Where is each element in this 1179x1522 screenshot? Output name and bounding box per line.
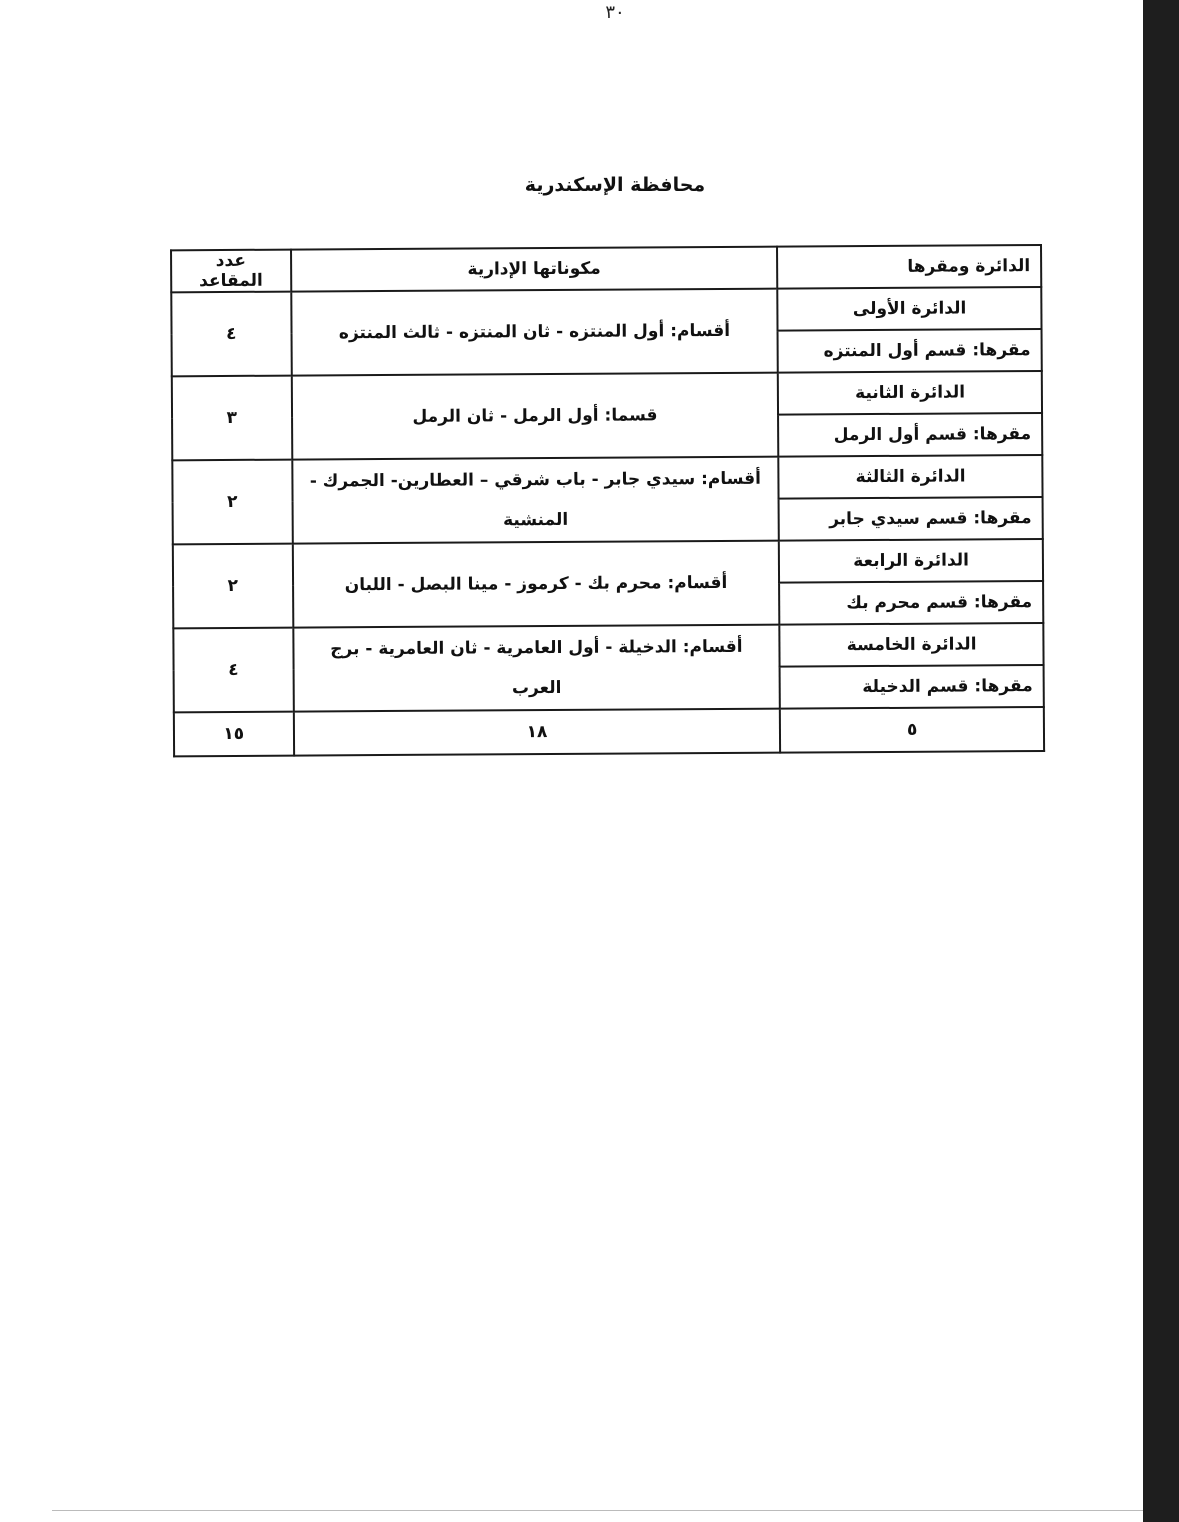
total-circles: ٥ [780, 707, 1044, 753]
page-number: ٣٠ [605, 2, 625, 23]
circle-components: قسما: أول الرمل - ثان الرمل [291, 373, 778, 460]
circle-hq: مقرها: قسم سيدي جابر [779, 497, 1043, 541]
circle-hq: مقرها: قسم أول الرمل [778, 413, 1042, 457]
header-components: مكوناتها الإدارية [291, 247, 778, 292]
circle-components: أقسام: الدخيلة - أول العامرية - ثان العامرية - برج العرب [293, 625, 780, 712]
table-row [172, 455, 1042, 502]
circle-seats: ٤ [173, 628, 293, 713]
header-seats: عدد المقاعد [171, 250, 291, 293]
circle-seats: ٤ [171, 292, 291, 377]
scan-right-border [1143, 0, 1179, 1522]
total-components: ١٨ [293, 709, 780, 756]
circle-hq: مقرها: قسم محرم بك [779, 581, 1043, 625]
circle-name: الدائرة الثالثة [779, 455, 1043, 499]
circle-name: الدائرة الثانية [778, 371, 1042, 415]
circle-seats: ٢ [173, 544, 293, 629]
constituencies-table [170, 244, 1045, 757]
total-seats: ١٥ [174, 712, 294, 757]
circle-components: أقسام: محرم بك - كرموز - مينا البصل - اللبان [292, 541, 779, 628]
circle-components: أقسام: سيدي جابر - باب شرقي – العطارين- الجمرك - المنشية [292, 457, 779, 544]
circle-seats: ٣ [172, 376, 292, 461]
table-row [171, 287, 1041, 334]
circle-components: أقسام: أول المنتزه - ثان المنتزه - ثالث المنتزه [291, 289, 778, 376]
scan-bottom-margin [52, 1510, 1143, 1522]
circle-name: الدائرة الأولى [778, 287, 1042, 331]
table-header-row [171, 245, 1041, 292]
scan-left-margin [0, 0, 54, 1522]
circle-hq: مقرها: قسم أول المنتزه [778, 329, 1042, 373]
circle-name: الدائرة الرابعة [779, 539, 1043, 583]
table-total-row [174, 707, 1044, 756]
table-row [173, 623, 1043, 670]
table-row [172, 371, 1042, 418]
header-circle: الدائرة ومقرها [777, 245, 1041, 289]
circle-hq: مقرها: قسم الدخيلة [780, 665, 1044, 709]
circle-seats: ٢ [172, 460, 292, 545]
circle-name: الدائرة الخامسة [780, 623, 1044, 667]
document-title: محافظة الإسكندرية [524, 174, 706, 196]
table-row [173, 539, 1043, 586]
